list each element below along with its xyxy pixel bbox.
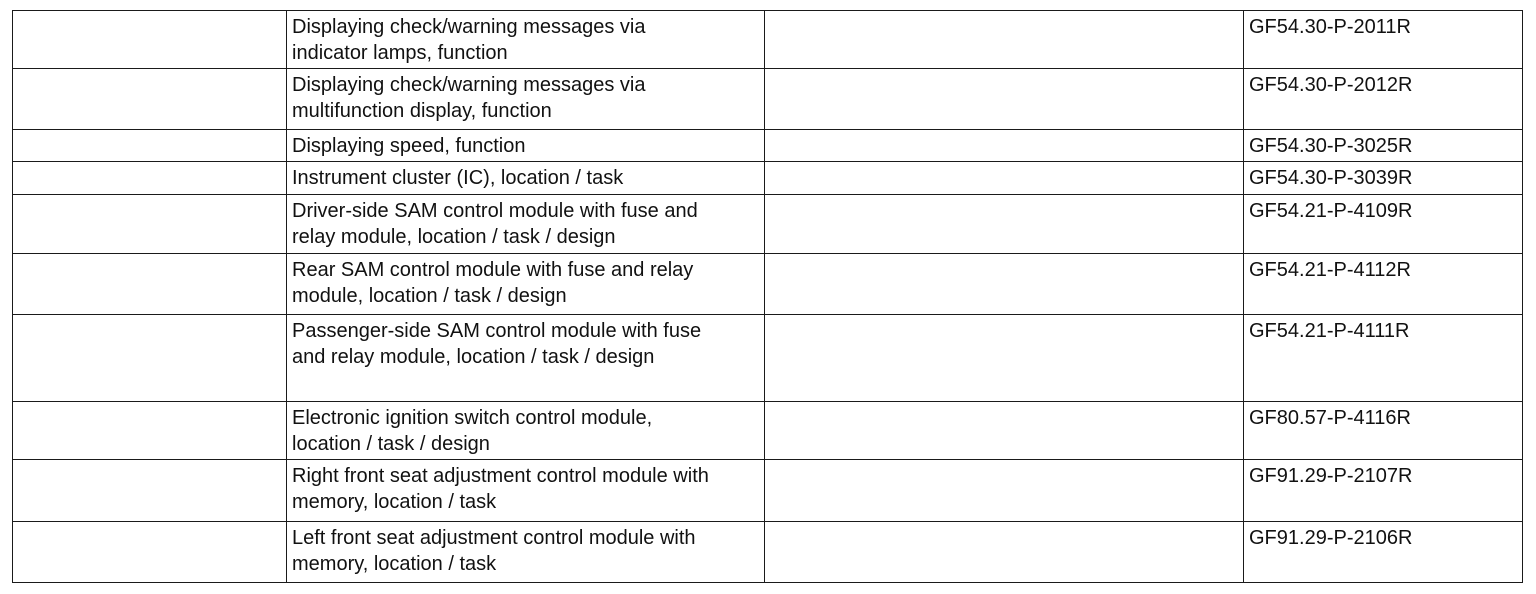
row-document-number: GF54.30-P-3025R	[1244, 130, 1523, 162]
row-document-number: GF54.30-P-2011R	[1244, 11, 1523, 69]
row-blank-cell	[13, 402, 287, 460]
table-row	[13, 11, 1523, 69]
table-row	[13, 130, 1523, 162]
row-blank-cell	[13, 254, 287, 315]
table-row	[13, 162, 1523, 195]
row-description: Right front seat adjustment control module with memory, location / task	[287, 460, 765, 522]
row-document-number: GF54.21-P-4109R	[1244, 195, 1523, 254]
table-row	[13, 402, 1523, 460]
row-empty-cell	[765, 315, 1244, 402]
row-description: Passenger-side SAM control module with fuse and relay module, location / task / design	[287, 315, 765, 402]
row-blank-cell	[13, 162, 287, 195]
row-empty-cell	[765, 162, 1244, 195]
table-row	[13, 315, 1523, 402]
row-empty-cell	[765, 254, 1244, 315]
row-description: Displaying check/warning messages via multifunction display, function	[287, 69, 765, 130]
row-empty-cell	[765, 69, 1244, 130]
row-blank-cell	[13, 315, 287, 402]
row-document-number: GF80.57-P-4116R	[1244, 402, 1523, 460]
row-description: Driver-side SAM control module with fuse and relay module, location / task / design	[287, 195, 765, 254]
row-blank-cell	[13, 130, 287, 162]
row-description: Rear SAM control module with fuse and relay module, location / task / design	[287, 254, 765, 315]
row-empty-cell	[765, 11, 1244, 69]
row-empty-cell	[765, 130, 1244, 162]
row-document-number: GF54.21-P-4111R	[1244, 315, 1523, 402]
row-document-number: GF54.30-P-3039R	[1244, 162, 1523, 195]
row-blank-cell	[13, 522, 287, 583]
row-description: Displaying speed, function	[287, 130, 765, 162]
row-description: Displaying check/warning messages via indicator lamps, function	[287, 11, 765, 69]
row-document-number: GF91.29-P-2106R	[1244, 522, 1523, 583]
row-description: Instrument cluster (IC), location / task	[287, 162, 765, 195]
row-blank-cell	[13, 195, 287, 254]
table-row	[13, 69, 1523, 130]
row-empty-cell	[765, 402, 1244, 460]
row-empty-cell	[765, 195, 1244, 254]
reference-table	[12, 10, 1523, 583]
table-row	[13, 460, 1523, 522]
row-empty-cell	[765, 460, 1244, 522]
table-row	[13, 522, 1523, 583]
row-document-number: GF91.29-P-2107R	[1244, 460, 1523, 522]
table-row	[13, 195, 1523, 254]
row-description: Left front seat adjustment control module with memory, location / task	[287, 522, 765, 583]
row-blank-cell	[13, 11, 287, 69]
row-document-number: GF54.30-P-2012R	[1244, 69, 1523, 130]
row-blank-cell	[13, 460, 287, 522]
row-description: Electronic ignition switch control module, location / task / design	[287, 402, 765, 460]
table-row	[13, 254, 1523, 315]
row-empty-cell	[765, 522, 1244, 583]
row-document-number: GF54.21-P-4112R	[1244, 254, 1523, 315]
row-blank-cell	[13, 69, 287, 130]
